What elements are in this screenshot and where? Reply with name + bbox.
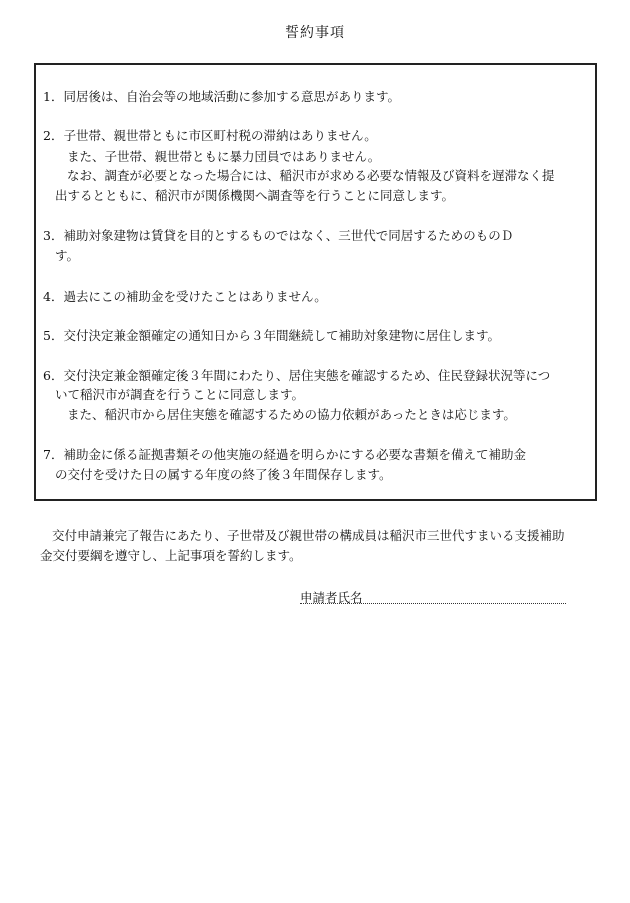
applicant-name-field[interactable] (300, 603, 566, 604)
pledge-item-3-line-1: 3．補助対象建物は賃貸を目的とするものではなく、三世代で同居するためのものＤ (43, 228, 514, 243)
pledge-item-4-line-1: 4．過去にこの補助金を受けたことはありません。 (43, 289, 327, 304)
pledge-item-7-line-1: 7．補助金に係る証拠書類その他実施の経過を明らかにする必要な書類を備えて補助金 (43, 447, 526, 462)
pledge-item-1-line-1: 1．同居後は、自治会等の地域活動に参加する意思があります。 (43, 89, 400, 104)
pledge-item-6-line-3: また、稲沢市から居住実態を確認するための協力依頼があったときは応じます。 (67, 407, 516, 422)
pledge-item-2-line-2: また、子世帯、親世帯ともに暴力団員ではありません。 (67, 149, 381, 164)
pledge-item-2-line-3: なお、調査が必要となった場合には、稲沢市が求める必要な情報及び資料を遅滞なく提 (67, 168, 555, 183)
pledge-item-3-line-2: す。 (55, 248, 80, 263)
closing-statement-line-1: 交付申請兼完了報告にあたり、子世帯及び親世帯の構成員は稲沢市三世代すまいる支援補助 (52, 528, 565, 543)
pledge-item-2-line-4: 出するとともに、稲沢市が関係機関へ調査等を行うことに同意します。 (55, 188, 455, 203)
pledge-item-6-line-1: 6．交付決定兼金額確定後３年間にわたり、居住実態を確認するため、住民登録状況等につ (43, 368, 551, 383)
pledge-item-5-line-1: 5．交付決定兼金額確定の通知日から３年間継続して補助対象建物に居住します。 (43, 328, 500, 343)
page-title: 誓約事項 (285, 25, 345, 41)
pledge-item-6-line-2: いて稲沢市が調査を行うことに同意します。 (55, 387, 305, 402)
pledge-item-7-line-2: の交付を受けた日の属する年度の終了後３年間保存します。 (55, 467, 392, 482)
closing-statement-line-2: 金交付要綱を遵守し、上記事項を誓約します。 (40, 548, 302, 563)
pledge-item-2-line-1: 2．子世帯、親世帯ともに市区町村税の滞納はありません。 (43, 128, 377, 143)
applicant-name-label: 申請者氏名 (300, 590, 363, 605)
